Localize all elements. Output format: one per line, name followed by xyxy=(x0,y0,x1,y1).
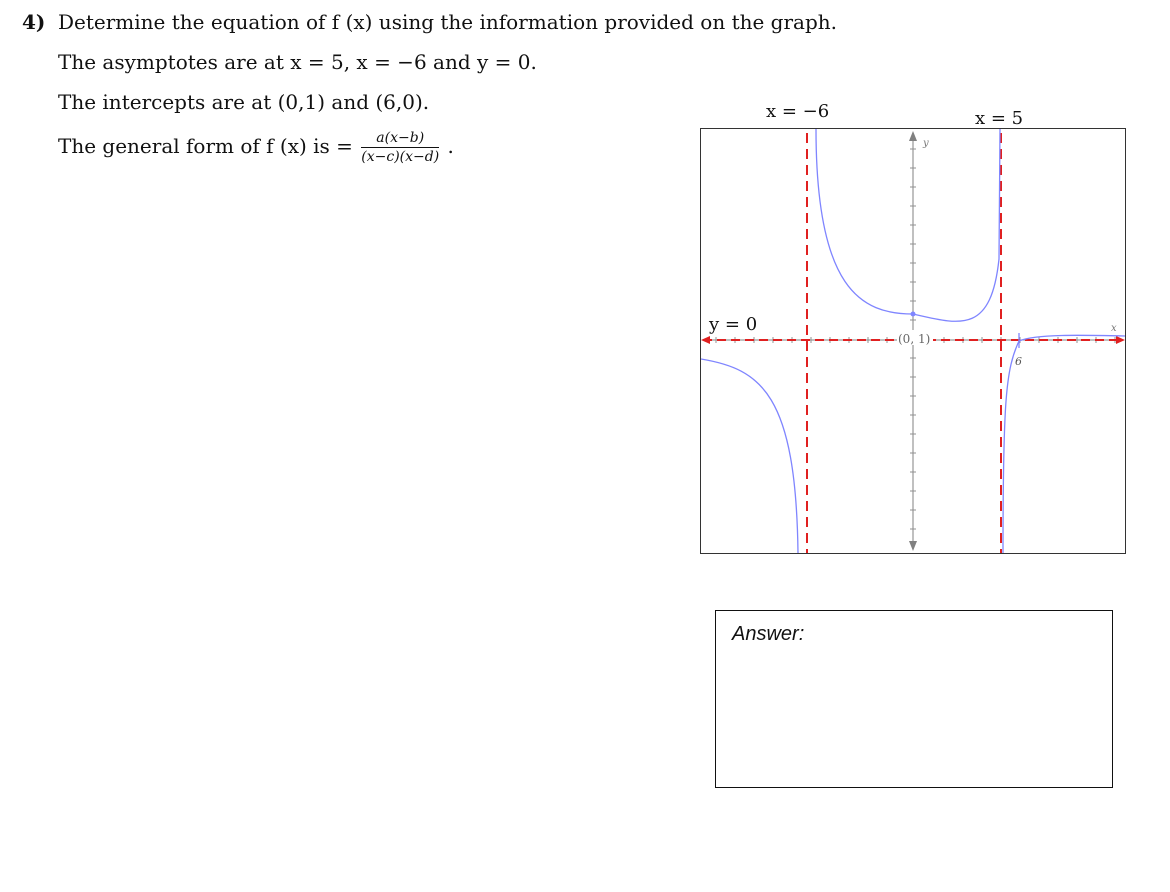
graph-svg xyxy=(701,129,1125,553)
curve-middle-branch xyxy=(816,129,1000,321)
x-axis-label: x xyxy=(1111,323,1117,334)
fraction-numerator: a(x−b) xyxy=(361,130,439,148)
asymptote-arrow-right-icon xyxy=(1116,336,1125,344)
question-number: 4) xyxy=(22,10,46,34)
y-axis-arrow-down-icon xyxy=(909,541,917,551)
intercept-info: The intercepts are at (0,1) and (6,0). xyxy=(58,90,430,114)
asymptote-label-y-0: y = 0 xyxy=(709,314,758,335)
general-form-prefix: The general form of f (x) is = xyxy=(58,134,353,158)
point-label-0-1: (0, 1) xyxy=(898,332,931,346)
general-form-fraction xyxy=(361,130,439,165)
asymptote-arrow-left-icon xyxy=(701,336,710,344)
answer-box[interactable] xyxy=(715,610,1113,788)
asymptote-info: The asymptotes are at x = 5, x = −6 and y = 0. xyxy=(58,50,537,74)
question-prompt: Determine the equation of f (x) using the information provided on the graph. xyxy=(58,10,838,34)
tick-label-6: 6 xyxy=(1015,355,1022,368)
asymptote-label-x-neg6: x = −6 xyxy=(766,101,830,122)
general-form xyxy=(58,130,454,165)
y-intercept-point xyxy=(911,312,916,317)
function-graph xyxy=(700,128,1126,554)
asymptote-label-x-5: x = 5 xyxy=(975,108,1024,129)
y-axis-label: y xyxy=(923,138,929,149)
fraction-denominator: (x−c)(x−d) xyxy=(361,149,440,165)
curve-left-branch xyxy=(701,359,798,553)
y-axis-arrow-up-icon xyxy=(909,131,917,141)
fraction-suffix: . xyxy=(447,134,454,158)
answer-label: Answer: xyxy=(732,623,805,645)
